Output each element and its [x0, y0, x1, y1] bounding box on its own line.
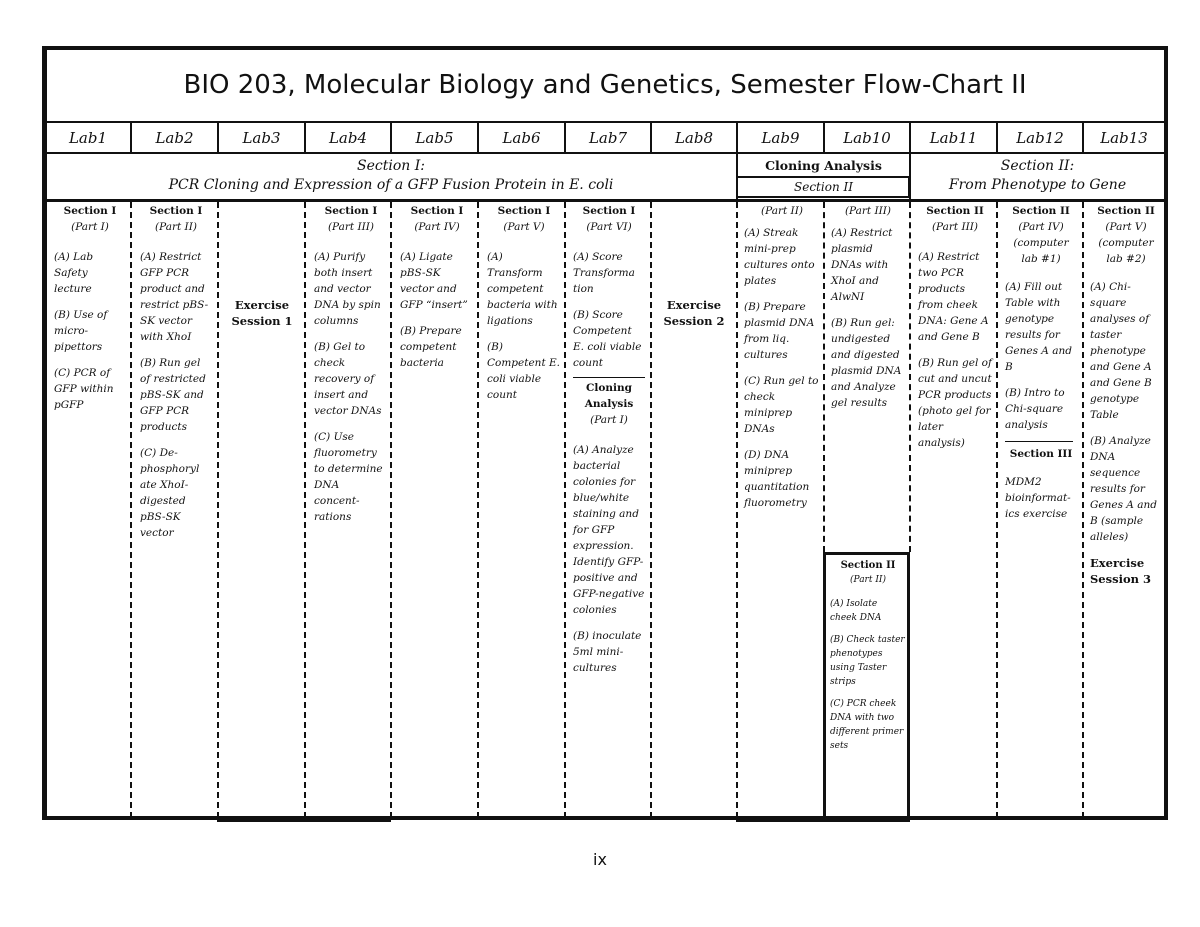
lab-header: Lab5	[415, 129, 454, 147]
lab13-heading: Section II	[1097, 205, 1155, 217]
lab9-step-d: (D) DNA miniprep quantitation fluorometry	[744, 449, 810, 509]
lab4-part: (Part III)	[327, 221, 375, 233]
lab10-content	[831, 203, 905, 421]
lab5-step-a: (A) Ligate pBS-SK vector and GFP “insert”	[400, 251, 468, 311]
lab13-step-a: (A) Chi-square analyses of taster phenotype and Gene A and Gene B genotype Table	[1090, 281, 1152, 421]
lab11-step-a: (A) Restrict two PCR products from cheek DNA: Gene A and Gene B	[918, 251, 989, 343]
lab10-step-a: (A) Restrict plasmid DNAs with XhoI and AlwNI	[831, 227, 893, 303]
lab1-step-b: (B) Use of micro-pipettors	[54, 309, 108, 353]
lab10-box-content	[830, 559, 906, 763]
lab9-step-a: (A) Streak mini-prep cultures onto plates	[744, 227, 815, 287]
lab2-content	[140, 203, 212, 551]
lab2-step-a: (A) Restrict GFP PCR product and restrict pBS-SK vector with XhoI	[140, 251, 209, 343]
lab5-content	[400, 203, 474, 381]
lab6-content	[487, 203, 561, 413]
lab9-step-b: (B) Prepare plasmid DNA from liq. cultures	[744, 301, 815, 361]
lab2-step-b: (B) Run gel of restricted pBS-SK and GFP PCR products	[140, 357, 206, 433]
lab8-exercise: Exercise Session 2	[663, 298, 725, 328]
lab2-part: (Part II)	[155, 221, 197, 233]
column-divider	[564, 202, 566, 818]
lab10-box-step-b: (B) Check taster phenotypes using Taster strips	[830, 635, 905, 687]
page-number: ix	[593, 850, 607, 869]
column-divider	[996, 202, 998, 818]
lab7-step-a: (A) Score Transforma tion	[573, 251, 635, 295]
lab10-box-part: (Part II)	[850, 575, 886, 585]
lab12-divider	[1005, 441, 1073, 442]
lab5-step-b: (B) Prepare competent bacteria	[400, 325, 462, 369]
column-divider	[650, 202, 652, 818]
lab5-heading: Section I	[410, 205, 464, 217]
lab9-content	[744, 203, 820, 521]
column-divider	[1082, 202, 1084, 818]
section-1-heading	[46, 157, 736, 195]
lab13-part-b: (computer lab #2)	[1098, 237, 1154, 265]
section-2-heading	[911, 157, 1164, 195]
lab13-content	[1090, 203, 1162, 587]
lab-header: Lab1	[68, 129, 108, 147]
lab11-heading: Section II	[926, 205, 984, 217]
lab13-part: (Part V)	[1105, 221, 1147, 233]
lab4-content	[314, 203, 388, 535]
lab4-step-c: (C) Use fluorometry to determine DNA concent-rations	[314, 431, 383, 523]
lab7-content	[573, 203, 645, 686]
lab9-step-c: (C) Run gel to check miniprep DNAs	[744, 375, 819, 435]
lab7-step-c: (A) Analyze bacterial colonies for blue/white staining and for GFP expression. Identify GFP-positive and GFP-negative colonies	[573, 444, 645, 616]
lab10-step-b: (B) Run gel: undigested and digested plasmid DNA and Analyze gel results	[831, 317, 902, 409]
section-2-line2: From Phenotype to Gene	[948, 177, 1127, 193]
lab10-box-step-c: (C) PCR cheek DNA with two different primer sets	[830, 699, 904, 751]
lab5-part: (Part IV)	[414, 221, 460, 233]
lab12-part-b: (computer lab #1)	[1013, 237, 1069, 265]
lab9-part: (Part II)	[761, 205, 803, 217]
lab7-step-b: (B) Score Competent E. coli viable count	[573, 309, 642, 369]
lab6-heading: Section I	[497, 205, 551, 217]
lab1-step-a: (A) Lab Safety lecture	[54, 251, 94, 295]
section-2-line1: Section II:	[1000, 158, 1075, 174]
lab2-heading: Section I	[149, 205, 203, 217]
lab12-heading: Section II	[1012, 205, 1070, 217]
section-1-line1: Section I:	[357, 158, 425, 174]
lab10-part: (Part III)	[844, 205, 892, 217]
lab7-part-2: (Part I)	[590, 414, 628, 426]
lab13-exercise: Exercise Session 3	[1090, 556, 1151, 586]
column-divider	[736, 202, 738, 818]
column-divider	[390, 202, 392, 818]
lab1-heading: Section I	[63, 205, 117, 217]
lab-header: Lab11	[929, 129, 978, 147]
cloning-analysis-heading: Cloning Analysis	[765, 158, 882, 173]
lab6-step-a: (A) Transform competent bacteria with ligations	[487, 251, 558, 327]
lab7-heading-2: Cloning Analysis	[584, 382, 634, 410]
lab10-box-heading: Section II	[840, 560, 896, 571]
bottom-bar-lab3-4	[217, 818, 391, 822]
lab12-step-c: MDM2 bioinformat-ics exercise	[1005, 476, 1071, 520]
lab-header: Lab9	[761, 129, 800, 147]
column-divider	[304, 202, 306, 818]
lab-header: Lab8	[674, 129, 714, 147]
lab-header: Lab12	[1016, 129, 1064, 147]
section-1-line2: PCR Cloning and Expression of a GFP Fusion Protein in E. coli	[168, 177, 614, 193]
cloning-analysis-sub: Section II	[794, 180, 853, 194]
lab12-part: (Part IV)	[1018, 221, 1064, 233]
lab10-box-step-a: (A) Isolate cheek DNA	[830, 599, 882, 623]
column-divider	[909, 202, 911, 552]
lab2-step-c: (C) De-phosphoryl ate XhoI-digested pBS-SK vector	[140, 447, 200, 539]
lab4-heading: Section I	[324, 205, 378, 217]
lab-header: Lab13	[1100, 129, 1148, 147]
lab6-part: (Part V)	[503, 221, 545, 233]
column-divider	[477, 202, 479, 818]
lab7-step-d: (B) inoculate 5ml mini-cultures	[573, 630, 642, 674]
lab13-step-b: (B) Analyze DNA sequence results for Genes A and B (sample alleles)	[1090, 435, 1157, 543]
lab6-step-b: (B) Competent E. coli viable count	[487, 341, 561, 401]
column-divider	[823, 202, 825, 552]
lab12-step-b: (B) Intro to Chi-square analysis	[1005, 387, 1065, 431]
lab-header: Lab6	[502, 129, 541, 147]
lab-header: Lab2	[155, 129, 194, 147]
lab3-exercise: Exercise Session 1	[231, 298, 293, 328]
lab7-heading: Section I	[582, 205, 636, 217]
lab-header: Lab7	[588, 129, 628, 147]
lab1-part: (Part I)	[71, 221, 109, 233]
lab-header: Lab3	[242, 129, 281, 147]
lab1-content	[54, 203, 126, 423]
lab-header: Lab4	[328, 129, 368, 147]
lab4-step-a: (A) Purify both insert and vector DNA by spin columns	[314, 251, 381, 327]
lab7-part: (Part VI)	[586, 221, 632, 233]
lab12-step-a: (A) Fill out Table with genotype results for Genes A and B	[1005, 281, 1072, 373]
column-divider	[130, 202, 132, 818]
page-title: BIO 203, Molecular Biology and Genetics, Semester Flow-Chart II	[183, 70, 1027, 100]
lab11-content	[918, 203, 992, 461]
lab7-divider	[573, 377, 645, 378]
lab4-step-b: (B) Gel to check recovery of insert and vector DNAs	[314, 341, 382, 417]
lab-header: Lab10	[843, 129, 891, 147]
lab12-heading-2: Section III	[1009, 448, 1073, 460]
lab1-step-c: (C) PCR of GFP within pGFP	[54, 367, 114, 411]
column-divider	[217, 202, 219, 818]
lab12-content	[1005, 203, 1077, 532]
lab11-step-b: (B) Run gel of cut and uncut PCR products (photo gel for later analysis)	[918, 357, 992, 449]
lab11-part: (Part III)	[931, 221, 979, 233]
